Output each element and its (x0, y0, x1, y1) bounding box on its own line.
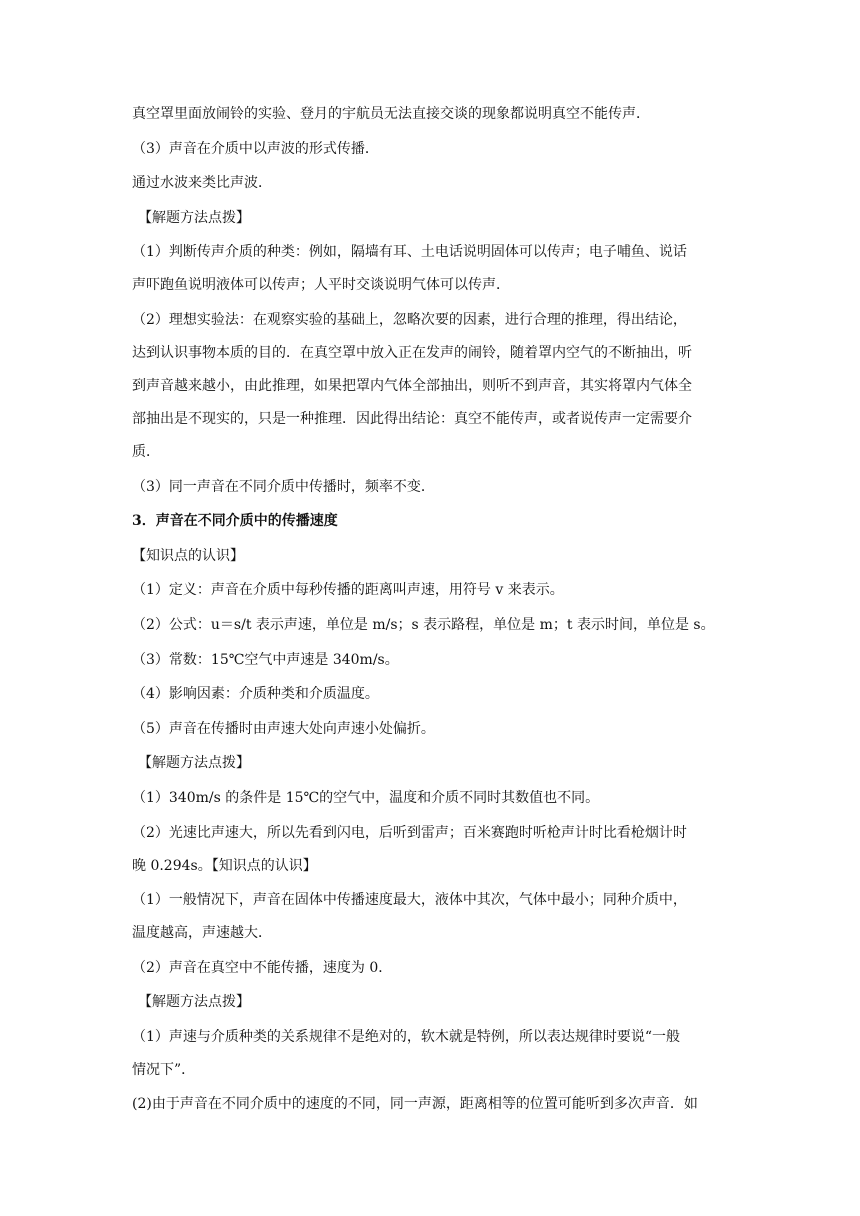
text-line: （2）光速比声速大，所以先看到闪电，后听到雷声；百米赛跑时听枪声计时比看枪烟计时 (132, 824, 687, 841)
text-line: （2）理想实验法：在观察实验的基础上，忽略次要的因素，进行合理的推理，得出结论， (132, 311, 687, 328)
text-line: 温度越高，声速越大． (132, 925, 272, 942)
text-line: （1）一般情况下，声音在固体中传播速度最大，液体中其次，气体中最小；同种介质中， (132, 892, 687, 909)
section-label: 【解题方法点拨】 (138, 755, 250, 772)
document-page (132, 106, 732, 1131)
section-heading: 3．声音在不同介质中的传播速度 (132, 513, 338, 530)
section-label: 【解题方法点拨】 (138, 209, 250, 226)
text-line: （4）影响因素：介质种类和介质温度。 (132, 686, 379, 703)
section-label: 【知识点的认识】 (132, 547, 244, 564)
text-line: (2)由于声音在不同介质中的速度的不同，同一声源，距离相等的位置可能听到多次声音．如 (132, 1096, 698, 1113)
text-line: 通过水波来类比声波． (132, 175, 272, 192)
text-line: （2）公式：u＝s/t 表示声速，单位是 m/s；s 表示路程，单位是 m；t 表示时间，单位是 s。 (132, 616, 715, 633)
text-line: 质． (132, 443, 160, 460)
text-line: 声吓跑鱼说明液体可以传声；人平时交谈说明气体可以传声． (132, 277, 510, 294)
text-line: 真空罩里面放闹铃的实验、登月的宇航员无法直接交谈的现象都说明真空不能传声． (132, 106, 650, 122)
text-line: （2）声音在真空中不能传播，速度为 0． (132, 959, 393, 976)
text-line: 达到认识事物本质的目的．在真空罩中放入正在发声的闹铃，随着罩内空气的不断抽出，听 (132, 344, 692, 361)
text-line: 情况下”． (132, 1061, 196, 1078)
text-line: （3）常数：15℃空气中声速是 340m/s。 (132, 651, 399, 668)
text-line: （3）声音在介质中以声波的形式传播． (132, 140, 379, 157)
text-line: 部抽出是不现实的，只是一种推理．因此得出结论：真空不能传声，或者说传声一定需要介 (132, 410, 692, 427)
text-line: （5）声音在传播时由声速大处向声速小处偏折。 (132, 720, 435, 737)
text-line: （1）判断传声介质的种类：例如，隔墙有耳、土电话说明固体可以传声；电子哺鱼、说话 (132, 244, 687, 261)
section-label: 【解题方法点拨】 (138, 994, 250, 1011)
text-line: （1）声速与介质种类的关系规律不是绝对的，软木就是特例，所以表达规律时要说“一般 (132, 1028, 681, 1045)
text-line: 晚 0.294s。【知识点的认识】 (132, 857, 317, 874)
text-line: （1）定义：声音在介质中每秒传播的距离叫声速，用符号 v 来表示。 (132, 582, 564, 599)
text-line: （3）同一声音在不同介质中传播时，频率不变． (132, 478, 435, 495)
text-line: （1）340m/s 的条件是 15℃的空气中，温度和介质不同时其数值也不同。 (132, 789, 600, 806)
text-line: 到声音越来越小，由此推理，如果把罩内气体全部抽出，则听不到声音，其实将罩内气体全 (132, 377, 692, 394)
